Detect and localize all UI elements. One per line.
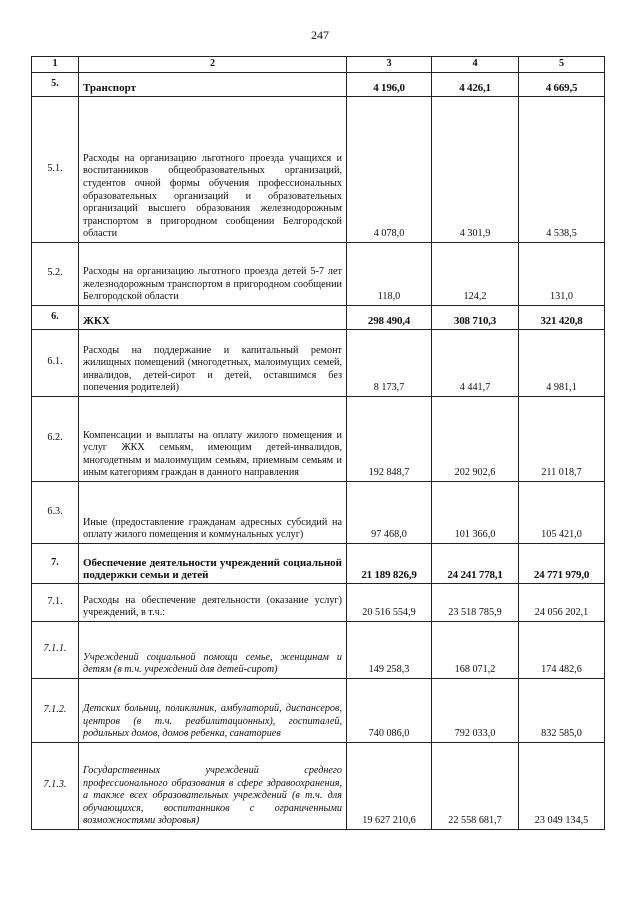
row-number: 5.1. [32, 97, 79, 243]
section-row-housing [32, 306, 605, 330]
value-col4: 792 033,0 [432, 679, 519, 743]
value-col4: 24 241 778,1 [432, 544, 519, 584]
value-col4: 4 441,7 [432, 330, 519, 397]
value-col3: 4 196,0 [347, 73, 432, 97]
row-number: 7.1.3. [32, 743, 79, 830]
value-col4: 22 558 681,7 [432, 743, 519, 830]
value-col5: 23 049 134,5 [519, 743, 605, 830]
table-row [32, 482, 605, 544]
value-col3: 740 086,0 [347, 679, 432, 743]
row-number: 6.1. [32, 330, 79, 397]
row-label: Государственных учреждений среднего профессионального образования в сфере здравоохранения, а также всех образовательных учреждений (в т.ч. для обучающихся, воспитанников с ограниченными возможностями здоровья) [79, 743, 347, 830]
value-col3: 149 258,3 [347, 622, 432, 679]
header-cell: 3 [347, 57, 432, 73]
table-row [32, 97, 605, 243]
row-number: 7.1.1. [32, 622, 79, 679]
page-number: 247 [311, 28, 329, 42]
value-col3: 298 490,4 [347, 306, 432, 330]
table-row [32, 330, 605, 397]
row-label: ЖКХ [79, 306, 347, 330]
row-label: Обеспечение деятельности учреждений социальной поддержки семьи и детей [79, 544, 347, 584]
row-label: Транспорт [79, 73, 347, 97]
value-col4: 4 301,9 [432, 97, 519, 243]
row-number: 6. [32, 306, 79, 330]
row-label: Расходы на поддержание и капитальный ремонт жилищных помещений (многодетных, малоимущих семей, инвалидов, детей-сирот и детей, оставшимся без попечения родителей) [79, 330, 347, 397]
value-col4: 168 071,2 [432, 622, 519, 679]
value-col5: 4 538,5 [519, 97, 605, 243]
value-col4: 4 426,1 [432, 73, 519, 97]
section-row-institutions [32, 544, 605, 584]
row-number: 7.1. [32, 584, 79, 622]
table-row [32, 622, 605, 679]
value-col5: 4 669,5 [519, 73, 605, 97]
table-row [32, 679, 605, 743]
value-col3: 19 627 210,6 [347, 743, 432, 830]
table-row [32, 397, 605, 482]
value-col5: 24 056 202,1 [519, 584, 605, 622]
row-label: Компенсации и выплаты на оплату жилого помещения и услуг ЖКХ семьям, имеющим детей-инвалидов, многодетным и малоимущим семьям, приемным семьям и иным категориям граждан в данного направления [79, 397, 347, 482]
value-col3: 8 173,7 [347, 330, 432, 397]
header-cell: 5 [519, 57, 605, 73]
section-row-transport [32, 73, 605, 97]
value-col5: 4 981,1 [519, 330, 605, 397]
row-label: Детских больниц, поликлиник, амбулаторий, диспансеров, центров (в т.ч. реабилитационных), госпиталей, родильных домов, домов ребенка, санаториев [79, 679, 347, 743]
header-cell: 1 [32, 57, 79, 73]
value-col3: 21 189 826,9 [347, 544, 432, 584]
table-header-row [32, 57, 605, 73]
row-number: 6.2. [32, 397, 79, 482]
value-col5: 105 421,0 [519, 482, 605, 544]
value-col3: 4 078,0 [347, 97, 432, 243]
value-col5: 174 482,6 [519, 622, 605, 679]
value-col5: 321 420,8 [519, 306, 605, 330]
table-row [32, 243, 605, 306]
row-label: Учреждений социальной помощи семье, женщинам и детям (в т.ч. учреждений для детей-сирот) [79, 622, 347, 679]
row-label: Расходы на организацию льготного проезда детей 5-7 лет железнодорожным транспортом в пригородном сообщении Белгородской области [79, 243, 347, 306]
value-col5: 24 771 979,0 [519, 544, 605, 584]
value-col3: 97 468,0 [347, 482, 432, 544]
table-row [32, 584, 605, 622]
value-col4: 23 518 785,9 [432, 584, 519, 622]
value-col3: 192 848,7 [347, 397, 432, 482]
row-number: 6.3. [32, 482, 79, 544]
value-col5: 131,0 [519, 243, 605, 306]
row-number: 7. [32, 544, 79, 584]
row-number: 7.1.2. [32, 679, 79, 743]
header-cell: 2 [79, 57, 347, 73]
value-col3: 20 516 554,9 [347, 584, 432, 622]
row-label: Расходы на организацию льготного проезда учащихся и воспитанников общеобразовательных организаций, студентов очной формы обучения профессиональных образовательных организаций и образовательных организаций высшего образования железнодорожным транспортом в пригородном сообщении Белгородской области [79, 97, 347, 243]
value-col4: 101 366,0 [432, 482, 519, 544]
value-col5: 211 018,7 [519, 397, 605, 482]
value-col4: 202 902,6 [432, 397, 519, 482]
table-row [32, 743, 605, 830]
value-col4: 124,2 [432, 243, 519, 306]
value-col3: 118,0 [347, 243, 432, 306]
row-label: Иные (предоставление гражданам адресных субсидий на оплату жилого помещения и коммунальных услуг) [79, 482, 347, 544]
budget-table [31, 56, 605, 830]
row-number: 5.2. [32, 243, 79, 306]
row-label: Расходы на обеспечение деятельности (оказание услуг) учреждений, в т.ч.: [79, 584, 347, 622]
value-col5: 832 585,0 [519, 679, 605, 743]
row-number: 5. [32, 73, 79, 97]
header-cell: 4 [432, 57, 519, 73]
value-col4: 308 710,3 [432, 306, 519, 330]
